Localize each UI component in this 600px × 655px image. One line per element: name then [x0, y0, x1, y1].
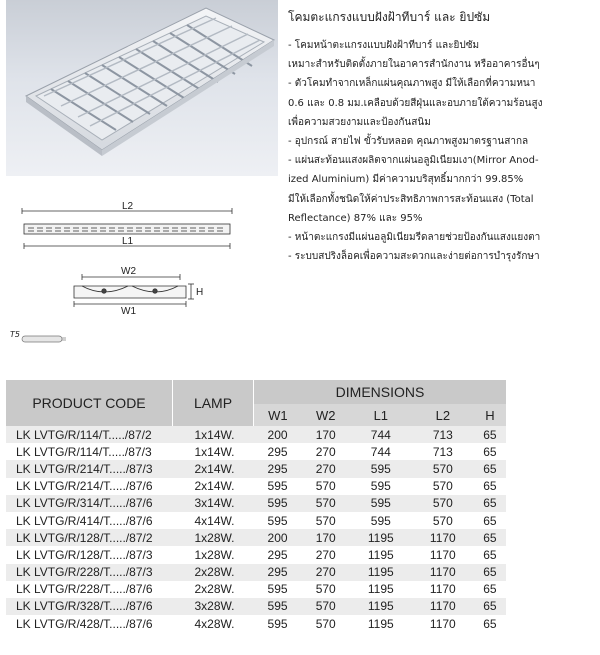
l2-cell: 1170 [429, 616, 456, 631]
dimensions-header: DIMENSIONS [254, 380, 507, 404]
table-row [6, 564, 506, 581]
l2-cell: 1170 [412, 564, 474, 581]
l1-cell: 1195 [350, 598, 412, 615]
l1-cell: 595 [370, 513, 391, 528]
dim-col-header: W2 [302, 404, 350, 426]
l1-cell: 1195 [350, 529, 412, 546]
w2-cell: 570 [302, 598, 350, 615]
lamp-cell: 1x28W. [194, 547, 235, 562]
lamp-cell: 4x28W. [194, 616, 235, 631]
lamp-type-label: T5 [10, 330, 20, 339]
w2-label: W2 [121, 266, 136, 277]
end-view [74, 274, 194, 307]
feature-line: - อุปกรณ์ สายไฟ ขั้วรับหลอด คุณภาพสูงมาตรฐานสากล [288, 136, 529, 148]
w2-cell: 270 [302, 460, 350, 477]
dim-col-header: W1 [254, 404, 302, 426]
l1-cell: 744 [370, 444, 391, 459]
h-cell: 65 [483, 616, 497, 631]
h-cell: 65 [483, 547, 497, 562]
h-cell: 65 [474, 598, 506, 615]
w2-cell: 270 [315, 444, 336, 459]
lamp-cell: 1x28W. [173, 529, 254, 546]
w1-cell: 295 [267, 547, 288, 562]
specification-table [6, 380, 506, 632]
w1-cell: 595 [267, 513, 288, 528]
w1-cell: 595 [267, 616, 288, 631]
product-code-cell: LK LVTG/R/428/T...../87/6 [16, 616, 153, 631]
lamp-type-badge [8, 330, 68, 342]
table-row [6, 426, 506, 443]
table-row [6, 478, 506, 495]
table-row [6, 615, 506, 632]
l2-cell: 570 [432, 513, 453, 528]
l2-cell: 713 [412, 426, 474, 443]
product-code-cell: LK LVTG/R/228/T...../87/3 [6, 564, 173, 581]
h-cell: 65 [474, 495, 506, 512]
w1-cell: 595 [254, 495, 302, 512]
w1-cell: 295 [267, 444, 288, 459]
table-row [6, 598, 506, 615]
h-cell: 65 [483, 513, 497, 528]
feature-line: ized Aluminium) มีค่าความบริสุทธิ์มากกว่า 99.85% [288, 174, 524, 186]
dim-col-header: L2 [412, 404, 474, 426]
l1-cell: 1195 [350, 564, 412, 581]
w2-cell: 570 [315, 616, 336, 631]
feature-line: เพื่อความสวยงามและป้องกันสนิม [288, 116, 431, 128]
l2-cell: 713 [432, 444, 453, 459]
w1-cell: 200 [254, 426, 302, 443]
w1-label: W1 [121, 306, 136, 317]
product-code-cell: LK LVTG/R/228/T...../87/6 [16, 582, 153, 597]
w1-cell: 200 [254, 529, 302, 546]
product-code-cell: LK LVTG/R/128/T...../87/3 [16, 547, 153, 562]
table-row [6, 443, 506, 460]
lamp-cell: 2x28W. [194, 582, 235, 597]
l1-cell: 1195 [367, 616, 394, 631]
feature-line: เหมาะสำหรับติดตั้งภายในอาคารสำนักงาน หรืออาคารอื่นๆ [288, 59, 540, 71]
product-code-cell: LK LVTG/R/114/T...../87/2 [6, 426, 173, 443]
l2-cell: 570 [432, 479, 453, 494]
w1-cell: 595 [267, 582, 288, 597]
w2-cell: 170 [302, 426, 350, 443]
dimension-drawing [0, 180, 280, 330]
l1-label: L1 [122, 236, 134, 247]
l2-cell: 1170 [412, 529, 474, 546]
product-title: โคมตะแกรงแบบฝังฝ้าทีบาร์ และ ยิปซัม [288, 10, 491, 24]
table-row [6, 495, 506, 512]
l1-cell: 595 [370, 479, 391, 494]
dim-col-header: L1 [350, 404, 412, 426]
h-cell: 65 [483, 444, 497, 459]
table-row [6, 581, 506, 598]
l1-cell: 1195 [367, 547, 394, 562]
table-header-row [6, 380, 506, 404]
w2-cell: 170 [302, 529, 350, 546]
h-cell: 65 [474, 564, 506, 581]
lamp-cell: 3x14W. [173, 495, 254, 512]
table-row [6, 546, 506, 563]
product-photo [6, 0, 278, 176]
l1-cell: 1195 [367, 582, 394, 597]
product-code-cell: LK LVTG/R/114/T...../87/3 [16, 444, 152, 459]
feature-line: - ตัวโคมทำจากเหล็กแผ่นคุณภาพสูง มีให้เลือกที่ความหนา [288, 78, 536, 90]
h-cell: 65 [483, 479, 497, 494]
feature-line: - แผ่นสะท้อนแสงผลิตจากแผ่นอลูมิเนียมเงา(Mirror Anod- [288, 155, 539, 167]
table-row [6, 529, 506, 546]
lamp-cell: 4x14W. [194, 513, 235, 528]
w2-cell: 270 [315, 547, 336, 562]
lamp-cell: 3x28W. [173, 598, 254, 615]
louver-fixture-image [6, 0, 278, 176]
table-row [6, 460, 506, 477]
dim-col-header: H [474, 404, 506, 426]
feature-line: - ระบบสปริงล็อคเพื่อความสะดวกและง่ายต่อการบำรุงรักษา [288, 251, 540, 263]
h-label: H [196, 287, 204, 298]
l2-cell: 1170 [429, 582, 456, 597]
feature-line: 0.6 และ 0.8 มม.เคลือบด้วยสีฝุ่นและอบภายใต้ความร้อนสูง [288, 97, 543, 109]
product-code-cell: LK LVTG/R/128/T...../87/2 [6, 529, 173, 546]
product-code-header: PRODUCT CODE [6, 380, 173, 426]
lamp-cell: 1x14W. [173, 426, 254, 443]
w2-cell: 270 [302, 564, 350, 581]
lamp-header: LAMP [173, 380, 254, 426]
l2-cell: 570 [412, 495, 474, 512]
product-code-cell: LK LVTG/R/328/T...../87/6 [6, 598, 173, 615]
lamp-cell: 1x14W. [194, 444, 235, 459]
w2-cell: 570 [315, 513, 336, 528]
feature-line: - โคมหน้าตะแกรงแบบฝังฝ้าทีบาร์ และยิปซัม [288, 40, 480, 51]
product-code-cell: LK LVTG/R/214/T...../87/3 [6, 460, 173, 477]
l1-cell: 595 [350, 495, 412, 512]
h-cell: 65 [474, 460, 506, 477]
table-row [6, 512, 506, 529]
product-code-cell: LK LVTG/R/214/T...../87/6 [16, 479, 153, 494]
l2-cell: 570 [412, 460, 474, 477]
feature-line: Reflectance) 87% และ 95% [288, 212, 423, 224]
l2-cell: 1170 [412, 598, 474, 615]
feature-line: - หน้าตะแกรงมีแผ่นอลูมิเนียมรีดลายช่วยป้องกันแสงแยงตา [288, 232, 541, 244]
w1-cell: 295 [254, 460, 302, 477]
lamp-cell: 2x14W. [173, 460, 254, 477]
h-cell: 65 [474, 426, 506, 443]
feature-line: มีให้เลือกทั้งชนิดให้ค่าประสิทธิภาพการสะท้อนแสง (Total [288, 193, 534, 205]
product-code-cell: LK LVTG/R/414/T...../87/6 [16, 513, 153, 528]
h-cell: 65 [474, 529, 506, 546]
l2-cell: 1170 [429, 547, 456, 562]
w2-cell: 570 [315, 582, 336, 597]
w1-cell: 595 [254, 598, 302, 615]
w2-cell: 570 [315, 479, 336, 494]
lamp-cell: 2x28W. [173, 564, 254, 581]
l2-label: L2 [122, 201, 134, 212]
feature-list [288, 36, 596, 266]
w2-cell: 570 [302, 495, 350, 512]
product-code-cell: LK LVTG/R/314/T...../87/6 [6, 495, 173, 512]
w1-cell: 595 [267, 479, 288, 494]
lamp-cell: 2x14W. [194, 479, 235, 494]
h-cell: 65 [483, 582, 497, 597]
l1-cell: 744 [350, 426, 412, 443]
w1-cell: 295 [254, 564, 302, 581]
l1-cell: 595 [350, 460, 412, 477]
